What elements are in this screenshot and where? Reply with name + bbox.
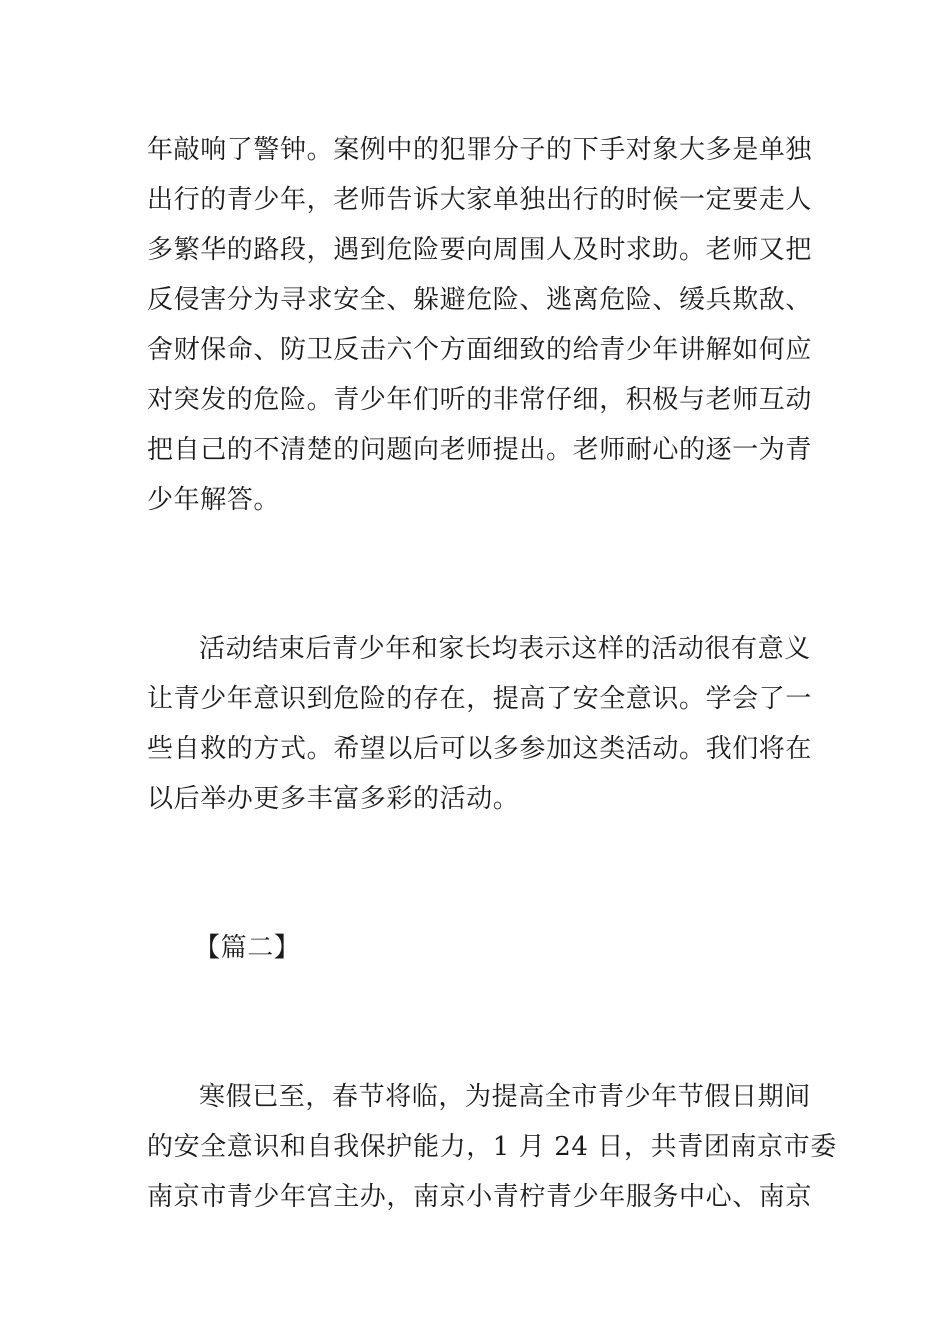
text-line: 年敲响了警钟。案例中的犯罪分子的下手对象大多是单独 bbox=[147, 135, 813, 165]
text-line: 寒假已至，春节将临，为提高全市青少年节假日期间 bbox=[199, 1082, 811, 1112]
text-line: 南京市青少年宫主办，南京小青柠青少年服务中心、南京 bbox=[147, 1182, 813, 1212]
text-line: 出行的青少年，老师告诉大家单独出行的时候一定要走人 bbox=[147, 185, 813, 215]
text-line: 少年解答。 bbox=[147, 485, 281, 515]
text-line: 的安全意识和自我保护能力，1 月 24 日，共青团南京市委 bbox=[147, 1132, 837, 1162]
text-line: 些自救的方式。希望以后可以多参加这类活动。我们将在 bbox=[147, 734, 813, 764]
text-line: 反侵害分为寻求安全、躲避危险、逃离危险、缓兵欺敌、 bbox=[147, 285, 813, 315]
text-line: 对突发的危险。青少年们听的非常仔细，积极与老师互动 bbox=[147, 385, 813, 415]
text-line: 舍财保命、防卫反击六个方面细致的给青少年讲解如何应 bbox=[147, 335, 813, 365]
text-line: 活动结束后青少年和家长均表示这样的活动很有意义 bbox=[199, 634, 811, 664]
section-heading: 【篇二】 bbox=[194, 933, 301, 963]
text-line: 以后举办更多丰富多彩的活动。 bbox=[147, 784, 520, 814]
text-line: 让青少年意识到危险的存在，提高了安全意识。学会了一 bbox=[147, 684, 813, 714]
text-line: 多繁华的路段，遇到危险要向周围人及时求助。老师又把 bbox=[147, 235, 813, 265]
text-line: 把自己的不清楚的问题向老师提出。老师耐心的逐一为青 bbox=[147, 435, 813, 465]
